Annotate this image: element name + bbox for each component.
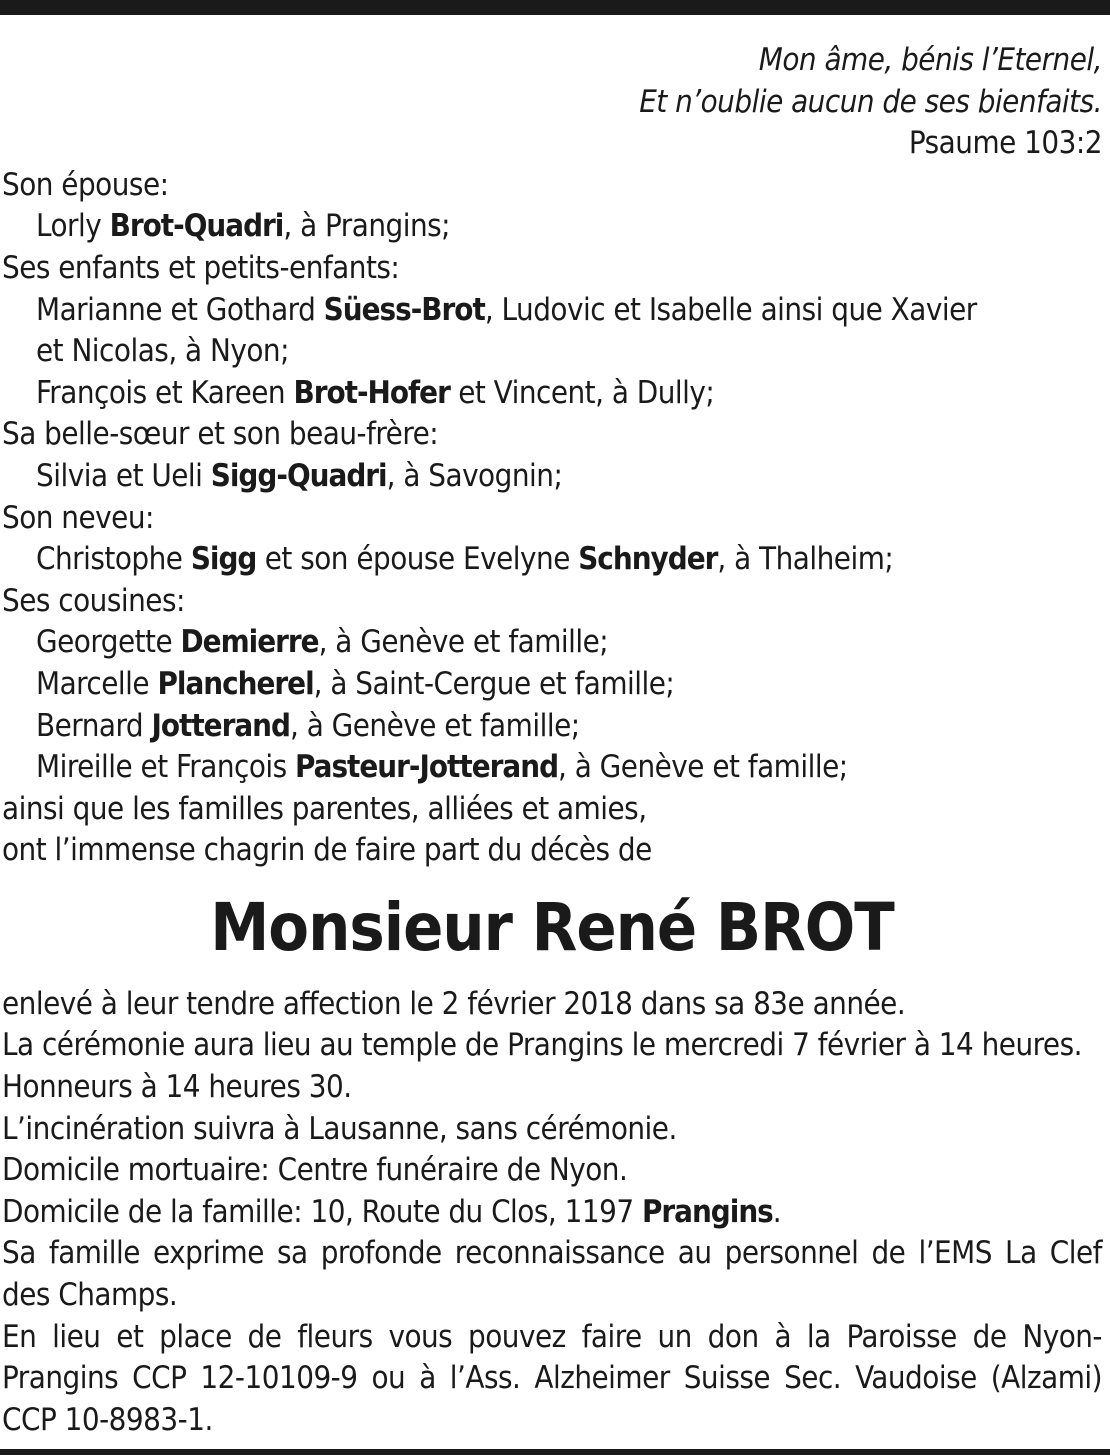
closing-line-1: ainsi que les familles parentes, alliées et amies, (2, 790, 647, 827)
nephew-heading: Son neveu: (2, 499, 154, 536)
child-entry-1: Marianne et Gothard Süess-Brot, Ludovic et Isabelle ainsi que Xavier (36, 291, 977, 328)
cousins-heading: Ses cousines: (2, 582, 185, 619)
verse-line-2: Et n’oublie aucun de ses bienfaits. (639, 83, 1102, 120)
detail-thanks-line-2: des Champs. (2, 1277, 178, 1314)
deceased-name: Monsieur René BROT (210, 888, 894, 966)
cousin-entry-4: Mireille et François Pasteur-Jotterand, à Genève et famille; (36, 749, 848, 786)
spouse-heading: Son épouse: (2, 166, 169, 203)
detail-thanks-line-1: Sa famille exprime sa profonde reconnaissance au personnel de l’EMS La Clef (2, 1235, 1102, 1272)
detail-donation-line-2: Prangins CCP 12-10109-9 ou à l’Ass. Alzheimer Suisse Sec. Vaudoise (Alzami) (2, 1360, 1102, 1397)
child-entry-2: François et Kareen Brot-Hofer et Vincent, à Dully; (36, 374, 715, 411)
cousin-entry-1: Georgette Demierre, à Genève et famille; (36, 624, 609, 661)
detail-cremation: L’incinération suivra à Lausanne, sans cérémonie. (2, 1110, 677, 1147)
detail-donation-line-3: CCP 10-8983-1. (2, 1401, 213, 1438)
child-entry-1-continued: et Nicolas, à Nyon; (36, 333, 289, 370)
nephew-entry: Christophe Sigg et son épouse Evelyne Schnyder, à Thalheim; (36, 541, 894, 578)
detail-honours: Honneurs à 14 heures 30. (2, 1069, 352, 1106)
cousin-entry-3: Bernard Jotterand, à Genève et famille; (36, 707, 580, 744)
detail-age: enlevé à leur tendre affection le 2 février 2018 dans sa 83e année. (2, 985, 906, 1022)
verse-reference: Psaume 103:2 (908, 125, 1102, 162)
detail-mortuary: Domicile mortuaire: Centre funéraire de Nyon. (2, 1152, 628, 1189)
inlaws-heading: Sa belle-sœur et son beau-frère: (2, 416, 439, 453)
spouse-entry: Lorly Brot-Quadri, à Prangins; (36, 208, 451, 245)
bottom-rule (0, 1449, 1110, 1455)
detail-donation-line-1: En lieu et place de fleurs vous pouvez faire un don à la Paroisse de Nyon- (2, 1318, 1102, 1355)
cousin-entry-2: Marcelle Plancherel, à Saint-Cergue et famille; (36, 665, 675, 702)
detail-family-address: Domicile de la famille: 10, Route du Clos, 1197 Prangins. (2, 1193, 782, 1230)
obituary-notice (2, 40, 1102, 1441)
verse-line-1: Mon âme, bénis l’Eternel, (758, 42, 1102, 78)
children-heading: Ses enfants et petits-enfants: (2, 249, 400, 286)
closing-line-2: ont l’immense chagrin de faire part du décès de (2, 832, 652, 869)
detail-ceremony: La cérémonie aura lieu au temple de Prangins le mercredi 7 février à 14 heures. (2, 1027, 1082, 1064)
inlaws-entry: Silvia et Ueli Sigg-Quadri, à Savognin; (36, 457, 563, 494)
top-rule (0, 0, 1110, 15)
